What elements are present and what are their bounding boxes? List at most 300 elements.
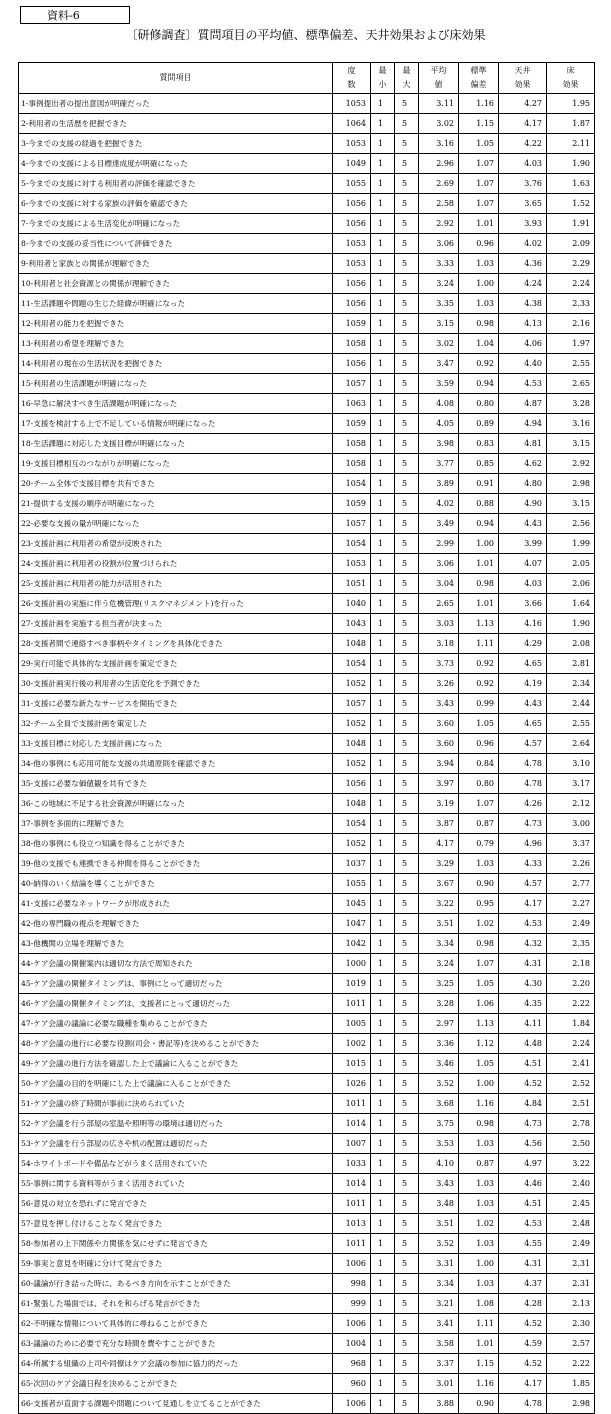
cell-min: 1	[371, 1274, 395, 1294]
cell-floor: 2.57	[547, 1334, 595, 1354]
cell-n: 1057	[333, 514, 371, 534]
table-row	[19, 454, 595, 474]
cell-min: 1	[371, 974, 395, 994]
cell-mean: 3.16	[419, 134, 459, 154]
cell-ceiling: 4.65	[499, 654, 547, 674]
cell-max: 5	[395, 554, 419, 574]
cell-ceiling: 4.35	[499, 994, 547, 1014]
cell-max: 5	[395, 934, 419, 954]
cell-min: 1	[371, 1234, 395, 1254]
cell-n: 1053	[333, 554, 371, 574]
cell-mean: 2.92	[419, 214, 459, 234]
cell-ceiling: 4.59	[499, 1334, 547, 1354]
cell-min: 1	[371, 214, 395, 234]
cell-n: 1053	[333, 134, 371, 154]
header-max: 最 大	[395, 63, 419, 94]
cell-mean: 2.69	[419, 174, 459, 194]
cell-min: 1	[371, 394, 395, 414]
cell-floor: 2.13	[547, 1294, 595, 1314]
cell-ceiling: 4.13	[499, 314, 547, 334]
cell-max: 5	[395, 414, 419, 434]
cell-n: 1058	[333, 454, 371, 474]
cell-ceiling: 4.52	[499, 1074, 547, 1094]
cell-ceiling: 4.03	[499, 574, 547, 594]
cell-min: 1	[371, 1354, 395, 1374]
cell-min: 1	[371, 334, 395, 354]
cell-ceiling: 4.31	[499, 954, 547, 974]
table-row	[19, 1354, 595, 1374]
cell-floor: 2.51	[547, 1094, 595, 1114]
cell-min: 1	[371, 154, 395, 174]
cell-max: 5	[395, 1274, 419, 1294]
cell-floor: 2.09	[547, 234, 595, 254]
cell-item: 45-ケア会議の開催タイミングは、事例にとって適切だった	[19, 974, 333, 994]
cell-sd: 1.07	[459, 174, 499, 194]
cell-floor: 1.95	[547, 94, 595, 114]
cell-mean: 3.33	[419, 254, 459, 274]
cell-ceiling: 3.93	[499, 214, 547, 234]
table-row	[19, 854, 595, 874]
cell-item: 57-意見を押し付けることなく発言できた	[19, 1214, 333, 1234]
cell-n: 1004	[333, 1334, 371, 1354]
cell-ceiling: 4.24	[499, 274, 547, 294]
cell-max: 5	[395, 614, 419, 634]
cell-floor: 2.22	[547, 1354, 595, 1374]
cell-max: 5	[395, 294, 419, 314]
cell-n: 1056	[333, 294, 371, 314]
cell-mean: 3.52	[419, 1234, 459, 1254]
cell-mean: 3.31	[419, 1254, 459, 1274]
cell-ceiling: 4.84	[499, 1094, 547, 1114]
cell-min: 1	[371, 114, 395, 134]
cell-item: 25-支援計画に利用者の能力が活用された	[19, 574, 333, 594]
cell-min: 1	[371, 814, 395, 834]
cell-floor: 2.65	[547, 374, 595, 394]
cell-max: 5	[395, 254, 419, 274]
cell-item: 61-緊張した場面では、それを和らげる発言ができた	[19, 1294, 333, 1314]
header-min: 最 小	[371, 63, 395, 94]
cell-floor: 2.56	[547, 514, 595, 534]
cell-item: 49-ケア会議の進行方法を確認した上で議論に入ることができた	[19, 1054, 333, 1074]
cell-item: 20-チーム全体で支援目標を共有できた	[19, 474, 333, 494]
header-sd: 標準 偏差	[459, 63, 499, 94]
cell-floor: 2.49	[547, 1234, 595, 1254]
cell-mean: 3.60	[419, 734, 459, 754]
cell-min: 1	[371, 354, 395, 374]
cell-sd: 0.88	[459, 494, 499, 514]
cell-max: 5	[395, 914, 419, 934]
cell-min: 1	[371, 414, 395, 434]
cell-item: 47-ケア会議の議論に必要な職種を集めることができた	[19, 1014, 333, 1034]
cell-min: 1	[371, 374, 395, 394]
cell-min: 1	[371, 314, 395, 334]
cell-floor: 3.15	[547, 434, 595, 454]
cell-mean: 3.98	[419, 434, 459, 454]
table-row	[19, 714, 595, 734]
cell-ceiling: 4.43	[499, 694, 547, 714]
cell-item: 33-支援目標に対応した支援計画になった	[19, 734, 333, 754]
cell-max: 5	[395, 974, 419, 994]
cell-item: 43-他機関の立場を理解できた	[19, 934, 333, 954]
cell-sd: 1.11	[459, 1314, 499, 1334]
cell-min: 1	[371, 1374, 395, 1394]
cell-n: 1056	[333, 774, 371, 794]
cell-sd: 0.92	[459, 654, 499, 674]
cell-max: 5	[395, 234, 419, 254]
cell-mean: 3.68	[419, 1094, 459, 1114]
cell-sd: 0.79	[459, 834, 499, 854]
cell-mean: 3.06	[419, 554, 459, 574]
cell-mean: 3.97	[419, 774, 459, 794]
cell-floor: 1.84	[547, 1014, 595, 1034]
cell-max: 5	[395, 394, 419, 414]
cell-item: 3-今までの支援の経過を把握できた	[19, 134, 333, 154]
cell-floor: 2.22	[547, 994, 595, 1014]
cell-mean: 3.47	[419, 354, 459, 374]
cell-sd: 0.80	[459, 394, 499, 414]
cell-min: 1	[371, 1154, 395, 1174]
table-row	[19, 1274, 595, 1294]
table-row	[19, 654, 595, 674]
cell-floor: 1.52	[547, 194, 595, 214]
cell-sd: 0.89	[459, 414, 499, 434]
cell-mean: 3.03	[419, 614, 459, 634]
cell-max: 5	[395, 154, 419, 174]
cell-ceiling: 4.52	[499, 1314, 547, 1334]
cell-floor: 2.45	[547, 1194, 595, 1214]
cell-max: 5	[395, 134, 419, 154]
cell-mean: 3.59	[419, 374, 459, 394]
cell-sd: 1.00	[459, 274, 499, 294]
cell-sd: 0.94	[459, 514, 499, 534]
cell-n: 1005	[333, 1014, 371, 1034]
cell-n: 1015	[333, 1054, 371, 1074]
cell-floor: 2.30	[547, 1314, 595, 1334]
header-n: 度 数	[333, 63, 371, 94]
cell-ceiling: 4.48	[499, 1034, 547, 1054]
table-row	[19, 294, 595, 314]
cell-min: 1	[371, 754, 395, 774]
cell-item: 24-支援計画に利用者の役割が位置づけられた	[19, 554, 333, 574]
cell-floor: 2.29	[547, 254, 595, 274]
cell-max: 5	[395, 694, 419, 714]
cell-ceiling: 4.78	[499, 774, 547, 794]
cell-mean: 3.24	[419, 954, 459, 974]
cell-ceiling: 4.17	[499, 1374, 547, 1394]
cell-floor: 2.78	[547, 1114, 595, 1134]
cell-sd: 1.01	[459, 1334, 499, 1354]
cell-sd: 0.96	[459, 734, 499, 754]
cell-mean: 4.05	[419, 414, 459, 434]
cell-item: 13-利用者の希望を理解できた	[19, 334, 333, 354]
cell-item: 22-必要な支援の量が明確になった	[19, 514, 333, 534]
cell-max: 5	[395, 714, 419, 734]
cell-sd: 1.16	[459, 1374, 499, 1394]
cell-min: 1	[371, 574, 395, 594]
cell-item: 4-今までの支援による目標達成度が明確になった	[19, 154, 333, 174]
cell-min: 1	[371, 1054, 395, 1074]
table-row	[19, 574, 595, 594]
cell-sd: 1.05	[459, 134, 499, 154]
table-row	[19, 1394, 595, 1414]
cell-ceiling: 4.53	[499, 914, 547, 934]
cell-min: 1	[371, 254, 395, 274]
cell-min: 1	[371, 234, 395, 254]
cell-max: 5	[395, 454, 419, 474]
cell-item: 23-支援計画に利用者の希望が反映された	[19, 534, 333, 554]
cell-sd: 1.03	[459, 1174, 499, 1194]
cell-mean: 3.67	[419, 874, 459, 894]
cell-mean: 2.96	[419, 154, 459, 174]
table-row	[19, 1094, 595, 1114]
cell-n: 1056	[333, 214, 371, 234]
table-row	[19, 1174, 595, 1194]
cell-ceiling: 4.33	[499, 854, 547, 874]
cell-max: 5	[395, 1074, 419, 1094]
cell-mean: 3.53	[419, 1134, 459, 1154]
cell-sd: 1.15	[459, 1354, 499, 1374]
cell-max: 5	[395, 1014, 419, 1034]
cell-ceiling: 4.26	[499, 794, 547, 814]
cell-item: 5-今までの支援に対する利用者の評価を確認できた	[19, 174, 333, 194]
cell-ceiling: 4.56	[499, 1134, 547, 1154]
cell-ceiling: 4.78	[499, 754, 547, 774]
cell-n: 1059	[333, 314, 371, 334]
cell-min: 1	[371, 1194, 395, 1214]
cell-item: 30-支援計画実行後の利用者の生活変化を予測できた	[19, 674, 333, 694]
cell-ceiling: 4.17	[499, 114, 547, 134]
cell-min: 1	[371, 274, 395, 294]
cell-min: 1	[371, 1294, 395, 1314]
cell-mean: 3.18	[419, 634, 459, 654]
cell-n: 1047	[333, 914, 371, 934]
cell-item: 46-ケア会議の開催タイミングは、支援者にとって適切だった	[19, 994, 333, 1014]
table-row	[19, 1374, 595, 1394]
table-row	[19, 634, 595, 654]
cell-min: 1	[371, 94, 395, 114]
cell-mean: 3.37	[419, 1354, 459, 1374]
table-row	[19, 374, 595, 394]
cell-ceiling: 4.97	[499, 1154, 547, 1174]
table-row	[19, 234, 595, 254]
cell-ceiling: 4.22	[499, 134, 547, 154]
cell-sd: 1.03	[459, 294, 499, 314]
cell-n: 1052	[333, 674, 371, 694]
cell-item: 29-実行可能で具体的な支援計画を策定できた	[19, 654, 333, 674]
cell-item: 38-他の事例にも役立つ知識を得ることができた	[19, 834, 333, 854]
cell-n: 1054	[333, 534, 371, 554]
cell-min: 1	[371, 1394, 395, 1414]
cell-mean: 3.58	[419, 1334, 459, 1354]
cell-max: 5	[395, 894, 419, 914]
cell-sd: 1.03	[459, 1274, 499, 1294]
cell-min: 1	[371, 554, 395, 574]
cell-min: 1	[371, 594, 395, 614]
cell-n: 1045	[333, 894, 371, 914]
cell-ceiling: 4.55	[499, 1234, 547, 1254]
cell-max: 5	[395, 94, 419, 114]
cell-floor: 2.52	[547, 1074, 595, 1094]
table-row	[19, 94, 595, 114]
header-ceiling: 天井 効果	[499, 63, 547, 94]
cell-min: 1	[371, 1094, 395, 1114]
cell-sd: 1.05	[459, 974, 499, 994]
table-row	[19, 214, 595, 234]
cell-min: 1	[371, 1134, 395, 1154]
table-header-row	[19, 63, 595, 94]
cell-mean: 3.60	[419, 714, 459, 734]
cell-n: 1011	[333, 1234, 371, 1254]
cell-item: 7-今までの支援による生活変化が明確になった	[19, 214, 333, 234]
cell-sd: 0.95	[459, 894, 499, 914]
cell-ceiling: 4.78	[499, 1394, 547, 1414]
cell-sd: 1.16	[459, 1094, 499, 1114]
cell-ceiling: 4.62	[499, 454, 547, 474]
cell-n: 1040	[333, 594, 371, 614]
cell-n: 1011	[333, 994, 371, 1014]
cell-item: 27-支援計画を実施する担当者が決まった	[19, 614, 333, 634]
cell-sd: 0.87	[459, 1154, 499, 1174]
table-row	[19, 1074, 595, 1094]
cell-ceiling: 4.16	[499, 614, 547, 634]
cell-max: 5	[395, 954, 419, 974]
cell-sd: 1.06	[459, 994, 499, 1014]
table-row	[19, 114, 595, 134]
cell-mean: 3.88	[419, 1394, 459, 1414]
cell-sd: 1.00	[459, 1254, 499, 1274]
cell-floor: 2.55	[547, 354, 595, 374]
cell-n: 1000	[333, 954, 371, 974]
cell-n: 1014	[333, 1114, 371, 1134]
cell-min: 1	[371, 194, 395, 214]
cell-item: 58-参加者の上下関係や力関係を気にせずに発言できた	[19, 1234, 333, 1254]
cell-sd: 0.90	[459, 1394, 499, 1414]
cell-ceiling: 4.53	[499, 374, 547, 394]
table-row	[19, 274, 595, 294]
cell-item: 12-利用者の能力を把握できた	[19, 314, 333, 334]
cell-item: 51-ケア会議の終了時間が事前に決められていた	[19, 1094, 333, 1114]
cell-ceiling: 4.40	[499, 354, 547, 374]
cell-mean: 3.51	[419, 1214, 459, 1234]
cell-max: 5	[395, 1334, 419, 1354]
cell-n: 1057	[333, 374, 371, 394]
cell-sd: 0.99	[459, 694, 499, 714]
cell-item: 55-事例に関する資料等がうまく活用されていた	[19, 1174, 333, 1194]
table-row	[19, 1054, 595, 1074]
cell-ceiling: 4.51	[499, 1054, 547, 1074]
cell-max: 5	[395, 214, 419, 234]
header-item: 質問項目	[19, 63, 333, 94]
cell-item: 65-次回のケア会議日程を決めることができた	[19, 1374, 333, 1394]
cell-floor: 2.34	[547, 674, 595, 694]
cell-sd: 1.05	[459, 1054, 499, 1074]
cell-n: 1059	[333, 414, 371, 434]
cell-mean: 3.21	[419, 1294, 459, 1314]
cell-sd: 1.07	[459, 794, 499, 814]
cell-max: 5	[395, 1394, 419, 1414]
cell-n: 1007	[333, 1134, 371, 1154]
cell-n: 1051	[333, 574, 371, 594]
cell-floor: 1.64	[547, 594, 595, 614]
cell-n: 1048	[333, 794, 371, 814]
cell-mean: 4.10	[419, 1154, 459, 1174]
cell-min: 1	[371, 534, 395, 554]
cell-max: 5	[395, 574, 419, 594]
cell-ceiling: 4.31	[499, 1254, 547, 1274]
cell-min: 1	[371, 134, 395, 154]
cell-item: 32-チーム全員で支援計画を策定した	[19, 714, 333, 734]
cell-n: 1043	[333, 614, 371, 634]
cell-sd: 1.03	[459, 1234, 499, 1254]
cell-sd: 0.92	[459, 354, 499, 374]
cell-n: 1026	[333, 1074, 371, 1094]
cell-min: 1	[371, 614, 395, 634]
cell-floor: 1.87	[547, 114, 595, 134]
cell-max: 5	[395, 874, 419, 894]
table-row	[19, 774, 595, 794]
cell-floor: 2.50	[547, 1134, 595, 1154]
cell-min: 1	[371, 1314, 395, 1334]
cell-item: 52-ケア会議を行う部屋の室温や照明等の環境は適切だった	[19, 1114, 333, 1134]
table-row	[19, 1314, 595, 1334]
document-label: 資料-6	[20, 6, 130, 24]
table-row	[19, 734, 595, 754]
cell-floor: 2.64	[547, 734, 595, 754]
cell-max: 5	[395, 114, 419, 134]
cell-item: 18-生活課題に対応した支援目標が明確になった	[19, 434, 333, 454]
cell-n: 1006	[333, 1394, 371, 1414]
table-row	[19, 834, 595, 854]
cell-min: 1	[371, 454, 395, 474]
cell-n: 1048	[333, 734, 371, 754]
cell-max: 5	[395, 854, 419, 874]
cell-item: 39-他の支援でも連携できる仲間を得ることができた	[19, 854, 333, 874]
table-row	[19, 594, 595, 614]
table-row	[19, 534, 595, 554]
cell-n: 968	[333, 1354, 371, 1374]
cell-ceiling: 3.99	[499, 534, 547, 554]
cell-item: 10-利用者と社会資源との関係が理解できた	[19, 274, 333, 294]
cell-sd: 1.07	[459, 154, 499, 174]
cell-ceiling: 4.73	[499, 814, 547, 834]
cell-mean: 3.34	[419, 934, 459, 954]
cell-min: 1	[371, 294, 395, 314]
cell-mean: 3.29	[419, 854, 459, 874]
cell-n: 1042	[333, 934, 371, 954]
cell-item: 11-生活課題や問題の生じた経緯が明確になった	[19, 294, 333, 314]
cell-mean: 2.99	[419, 534, 459, 554]
cell-sd: 1.11	[459, 634, 499, 654]
cell-ceiling: 4.06	[499, 334, 547, 354]
cell-floor: 3.16	[547, 414, 595, 434]
cell-ceiling: 4.27	[499, 94, 547, 114]
cell-n: 1011	[333, 1194, 371, 1214]
cell-ceiling: 4.57	[499, 874, 547, 894]
cell-max: 5	[395, 354, 419, 374]
cell-n: 1056	[333, 194, 371, 214]
cell-floor: 1.85	[547, 1374, 595, 1394]
cell-n: 1053	[333, 254, 371, 274]
table-row	[19, 814, 595, 834]
cell-mean: 2.58	[419, 194, 459, 214]
cell-ceiling: 4.30	[499, 974, 547, 994]
cell-sd: 1.02	[459, 1214, 499, 1234]
cell-min: 1	[371, 774, 395, 794]
cell-ceiling: 4.19	[499, 674, 547, 694]
cell-ceiling: 3.65	[499, 194, 547, 214]
cell-n: 1055	[333, 874, 371, 894]
cell-ceiling: 3.76	[499, 174, 547, 194]
